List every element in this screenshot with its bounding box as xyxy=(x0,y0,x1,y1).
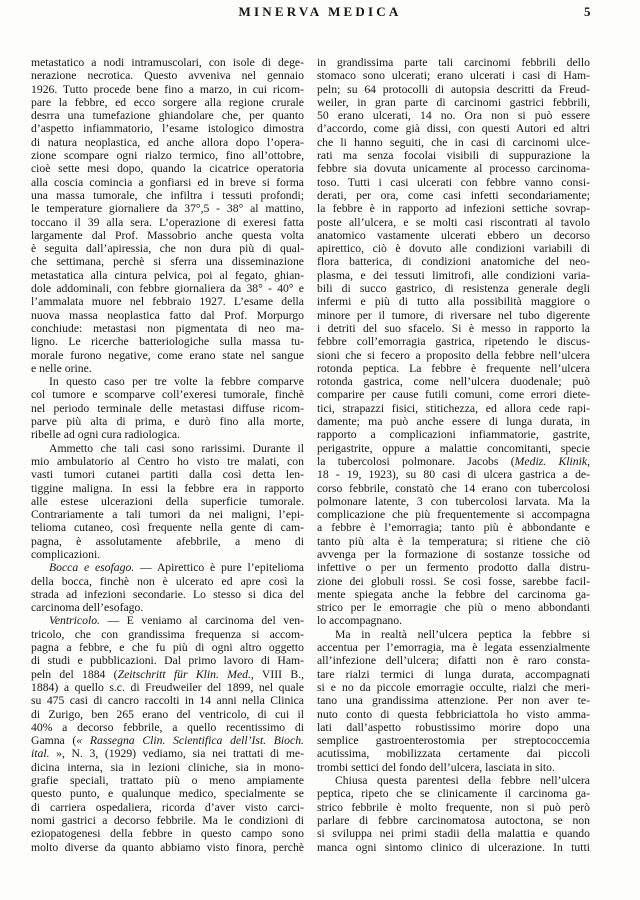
text-line xyxy=(31,561,304,574)
italic-text: Ventricolo. xyxy=(49,614,100,628)
text-line: rotonda peptica. La febbre è frequente nell’ulcera xyxy=(317,361,590,375)
text-line: si sviluppa nei primi stadii della malattia e quando xyxy=(317,827,590,841)
text-line: di Zurigo, ben 265 erano del ventricolo, di cui il xyxy=(31,707,304,721)
text-line xyxy=(31,668,304,681)
text-line: trombi settici del fondo dell’ulcera, lasciata in sito. xyxy=(317,760,555,774)
text-line: nuto conto di questa febbriciattola ho visto amma- xyxy=(317,707,590,721)
text-line: largamente dal Prof. Massobrio anche questa volta xyxy=(31,228,304,242)
text-line: bili di succo gastrico, di resistenza generale degli xyxy=(317,282,590,296)
text-line: apirettico, ciò è dovuto alle condizioni variabili di xyxy=(317,242,590,256)
text-line: di studi e pubblicazioni. Dal primo lavoro di Ham- xyxy=(31,654,304,668)
text-line: nuova massa neoplastica fatto dal Prof. Morpurgo xyxy=(31,308,304,322)
text-line: che settimana, perchè si sferra una disseminazione xyxy=(31,255,304,269)
text-line xyxy=(31,747,304,760)
text-line: di natura neoplastica, ed anche allora dopo l’opera- xyxy=(31,135,304,149)
text-line: che li hanno seguiti, che in casi di carcinomi ulce- xyxy=(317,135,590,149)
text-line: ribelle ad ogni cura radiologica. xyxy=(31,428,180,442)
text-segment: la tubercolosi polmonare. Jacobs ( xyxy=(317,454,515,468)
text-line: 1884) a quello s.c. di Freudweiler del 1899, nel quale xyxy=(31,680,304,694)
text-line: poste all’ulcera, e se molti casi riscontrati al tavolo xyxy=(317,215,590,229)
text-line: anatomico vastamente ulcerati ebbero un decorso xyxy=(317,228,590,242)
text-line: di carriera ospedaliera, ricorda d’aver visto carci- xyxy=(31,800,304,814)
text-line: damente; ma può anche essere di lunga durata, in xyxy=(317,415,590,429)
text-line: Ma in realtà nell’ulcera peptica la febbre si xyxy=(335,627,590,641)
text-line: grafie speciali, trattato più o meno ampiamente xyxy=(31,774,304,788)
text-line: infettive o per un fermento prodotto dalla distru- xyxy=(317,561,590,575)
text-line: la febbre è in rapporto ad infezioni settiche sovrap- xyxy=(317,202,590,216)
text-line: desrra una tumefazione ghiandolare che, per quanto xyxy=(31,109,304,123)
text-line: pagna, è assolutamente afebbrile, a meno di xyxy=(31,534,304,548)
italic-text: Mediz. Klinik xyxy=(514,454,588,468)
text-line: pare la febbre, ed ecco sorgere alla regione crurale xyxy=(31,95,304,109)
text-line: corso febbrile, constatò che 14 erano con tubercolosi xyxy=(317,481,590,495)
text-line: vasti tumori cutanei partiti dalla così detta len- xyxy=(31,468,304,482)
text-line: comparire per cause futili comuni, come errori diete- xyxy=(317,388,590,402)
text-line: alla coscia comincia a gonfiarsi ed in breve si forma xyxy=(31,175,304,189)
text-line: alle estese ulcerazioni della superficie tumorale. xyxy=(31,494,304,508)
text-line: all’infezione dell’ulcera; difatti non è raro consta- xyxy=(317,654,590,668)
text-line: peptica, ripeto che se clinicamente il carcinoma ga- xyxy=(317,787,590,801)
text-segment: — E veniamo al carcinoma del ven- xyxy=(99,614,304,628)
text-line: tanto più alta è la temperatura; si ritiene che ciò xyxy=(317,534,590,548)
text-line: le temperature giornaliere da 37°,5 - 38° al mattino, xyxy=(31,202,304,216)
text-line: febbre sia dovuta unicamente al processo carcinoma- xyxy=(317,162,590,176)
text-line: tiggine maligna. In essi la febbre era in rapporto xyxy=(31,481,304,495)
italic-text: ital. xyxy=(31,747,50,761)
text-line: parlare di febbre carcinomatosa autoctona, se non xyxy=(317,813,590,827)
text-line: della bocca, finchè non è ulcerato ed apre così la xyxy=(31,574,304,588)
text-line: plasma, e dei tessuti limitrofi, alle condizioni varia- xyxy=(317,268,590,282)
text-line: l’ammalata muore nel febbraio 1927. L’esame della xyxy=(31,295,304,309)
text-line: i detriti del suo sfacelo. Si è messo in rapporto la xyxy=(317,321,590,335)
text-segment: », N. 3, (1929) vediamo, sia nei trattati di me- xyxy=(49,747,304,761)
text-line: d’accordo, come già dissi, con questi Autori ed altri xyxy=(317,122,590,136)
text-line: lati dall’aspetto robustissimo morire dopo una xyxy=(317,720,590,734)
text-segment: , xyxy=(587,454,590,468)
text-line: telioma cutaneo, così frequente nella gente di cam- xyxy=(31,521,304,535)
text-line: polmonare latente, 3 con tubercolosi larvata. Ma la xyxy=(317,494,590,508)
text-line: zione dei globuli rossi. Se così fosse, sarebbe facil- xyxy=(317,574,590,588)
text-line: dicina interna, sia in lezioni cliniche, sia in mono- xyxy=(31,760,304,774)
text-line: pagna a febbre, e che fu più di ogni altro oggetto xyxy=(31,641,304,655)
italic-text: Zeitschritt für Klin. Med. xyxy=(117,667,251,681)
text-line: toccano il 39 alla sera. L’operazione di exeresi fatta xyxy=(31,215,304,229)
text-line: Chiusa questa parentesi della febbre nell’ulcera xyxy=(335,774,590,788)
text-line: mente spiegata anche la febbre del carcinoma ga- xyxy=(317,587,590,601)
text-line: peln; su 64 protocolli di autopsia descritti da Freud- xyxy=(317,82,590,96)
text-column-left xyxy=(31,56,304,854)
text-line: tici, strapazzi fisici, stitichezza, ed allora cede rapi- xyxy=(317,401,590,415)
text-line: 40% a decorso febbrile, a quello recentissimo di xyxy=(31,720,304,734)
text-segment: peln del 1884 ( xyxy=(31,667,118,681)
text-segment: Gamna ( xyxy=(31,734,77,748)
text-line: strico febbrile è molto frequente, non si può però xyxy=(317,800,590,814)
text-segment: — Apirettico è pure l’epitelioma xyxy=(134,561,304,575)
text-line: si e no da piccole emorragie occulte, rialzi che meri- xyxy=(317,680,590,694)
text-line: flora batterica, di condizioni anatomiche del neo- xyxy=(317,255,590,269)
text-line: rotonda gastrica, come nell’ulcera duodenale; può xyxy=(317,375,590,389)
text-line: metastatica alla cintura pelvica, poi al fegato, ghian- xyxy=(31,268,304,282)
text-line: rati ma senza focolai visibili di suppurazione la xyxy=(317,149,590,163)
text-line: derati, per ora, come casi infetti secondariamente; xyxy=(317,188,590,202)
text-line: infermi e più di tutto alla possibilità maggiore o xyxy=(317,295,590,309)
italic-text: Bocca e esofago. xyxy=(49,561,135,575)
text-line: rapporto a complicazioni infiammatorie, gastrite, xyxy=(317,428,590,442)
text-line: accentua per l’emorragia, ma è legata essenzialmente xyxy=(317,641,590,655)
text-line: tano una grandissima attenzione. Per non aver te- xyxy=(317,694,590,708)
text-line: morale furono negative, come erano state nel sangue xyxy=(31,348,304,362)
text-line: stomaco sono ulcerati; erano ulcerati i casi di Ham- xyxy=(317,69,590,83)
text-line: complicazione che più frequentemente si accompagna xyxy=(317,508,590,522)
text-line: zione scompare ogni rialzo termico, fino all’ottobre, xyxy=(31,149,304,163)
text-line: 50 erano ulcerati, 14 no. Ora non si può essere xyxy=(317,109,590,123)
text-line: manca ogni sintomo clinico di ulcerazione. In tutti xyxy=(317,840,590,854)
text-line: strico per le emorragie che più o meno abbondanti xyxy=(317,601,590,615)
text-line: nerazione necrotica. Questo avveniva nel gennaio xyxy=(31,69,304,83)
text-line: lo accompagnano. xyxy=(317,614,403,628)
text-line: parve più alta di prima, e durò fino alla morte, xyxy=(31,415,304,429)
text-line: sioni che si fecero a proposito della febbre nell’ulcera xyxy=(317,348,590,362)
text-line xyxy=(31,734,304,747)
text-segment: , VIII B., xyxy=(250,667,304,681)
text-line: conchiude: metastasi non pigmentata di neo ma- xyxy=(31,321,304,335)
text-line: avvenga per la formazione di sostanze tossiche od xyxy=(317,547,590,561)
text-line: ligno. Le ricerche batteriologiche sulla massa tu- xyxy=(31,335,304,349)
text-line: d’aspetto infiammatorio, l’esame istologico dimostra xyxy=(31,122,304,136)
text-line: in grandissima parte tali carcinomi febbrili dello xyxy=(317,56,590,69)
text-line: molto diverse da quanto abbiamo visto finora, perchè xyxy=(31,840,304,854)
text-line: cioè sette mesi dopo, quando la cicatrice operatoria xyxy=(31,162,304,176)
text-line xyxy=(31,614,304,627)
text-line: nel periodo terminale delle metastasi diffuse ricom- xyxy=(31,401,304,415)
text-line: perigastrite, oppure a malattie concomitanti, specie xyxy=(317,441,590,455)
text-line: è seguita dall’apiressia, che non dura più di qual- xyxy=(31,242,304,256)
text-line: weiler, in gran parte di carcinomi gastrici febbrili, xyxy=(317,95,590,109)
page-number: 5 xyxy=(584,4,591,19)
text-line: Ammetto che tali casi sono rarissimi. Durante il xyxy=(49,441,304,455)
text-line: dole addominali, con febbre giornaliera da 38° - 40° e xyxy=(31,282,304,296)
text-line: una massa tumorale, che infiltra i tessuti profondi; xyxy=(31,188,304,202)
text-line: In questo caso per tre volte la febbre comparve xyxy=(49,375,304,389)
text-line: 18 - 19, 1923), su 80 casi di ulcera gastrica a de- xyxy=(317,468,590,482)
text-line: su 475 casi di cancro raccolti in 14 anni nella Clinica xyxy=(31,694,304,708)
text-line: col tumore e scomparve coll’exeresi tumorale, finchè xyxy=(31,388,304,402)
text-line: complicazioni. xyxy=(31,547,101,561)
italic-text: « Rassegna Clin. Scientifica dell’Ist. Bioch. xyxy=(76,734,304,748)
text-line: 1926. Tutto procede bene fino a marzo, in cui ricom- xyxy=(31,82,304,96)
text-line: a febbre è l’emorragia; tanto più è abbondante e xyxy=(317,521,590,535)
text-line: febbre coll’emorragia gastrica, ripetendo le discus- xyxy=(317,335,590,349)
text-line: mio ambulatorio al Centro ho visto tre malati, con xyxy=(31,454,304,468)
text-line: eziopatogenesi della febbre in questo campo sono xyxy=(31,827,304,841)
text-line: nomi gastrici a decorso febbrile. Ma le condizioni di xyxy=(31,813,304,827)
running-header-title: MINERVA MEDICA xyxy=(238,4,402,19)
text-line: Contrariamente a tali tumori da nei maligni, l’epi- xyxy=(31,508,304,522)
text-line: carcinoma dell’esofago. xyxy=(31,601,144,615)
text-line: e nelle orine. xyxy=(31,361,92,375)
text-line: minore per il tumore, di riversare nel tubo digerente xyxy=(317,308,590,322)
text-line: toso. Tutti i casi ulcerati con febbre vanno consi- xyxy=(317,175,590,189)
text-line: questo punto, e qualunque medico, specialmente se xyxy=(31,787,304,801)
text-line: metastatico a nodi intramuscolari, con isole di dege- xyxy=(31,56,304,69)
text-line: tricolo, che con grandissima frequenza si accom- xyxy=(31,627,304,641)
text-line: strada ad infezioni secondarie. Lo stesso si dica del xyxy=(31,587,304,601)
text-column-right xyxy=(317,56,590,854)
text-line xyxy=(317,455,590,468)
text-line: acutissima, mobilizzata certamente dai piccoli xyxy=(317,747,590,761)
text-line: tare rialzi termici di lunga durata, accompagnati xyxy=(317,667,590,681)
text-line: semplice gastroenterostomia per streptococcemia xyxy=(317,734,590,748)
